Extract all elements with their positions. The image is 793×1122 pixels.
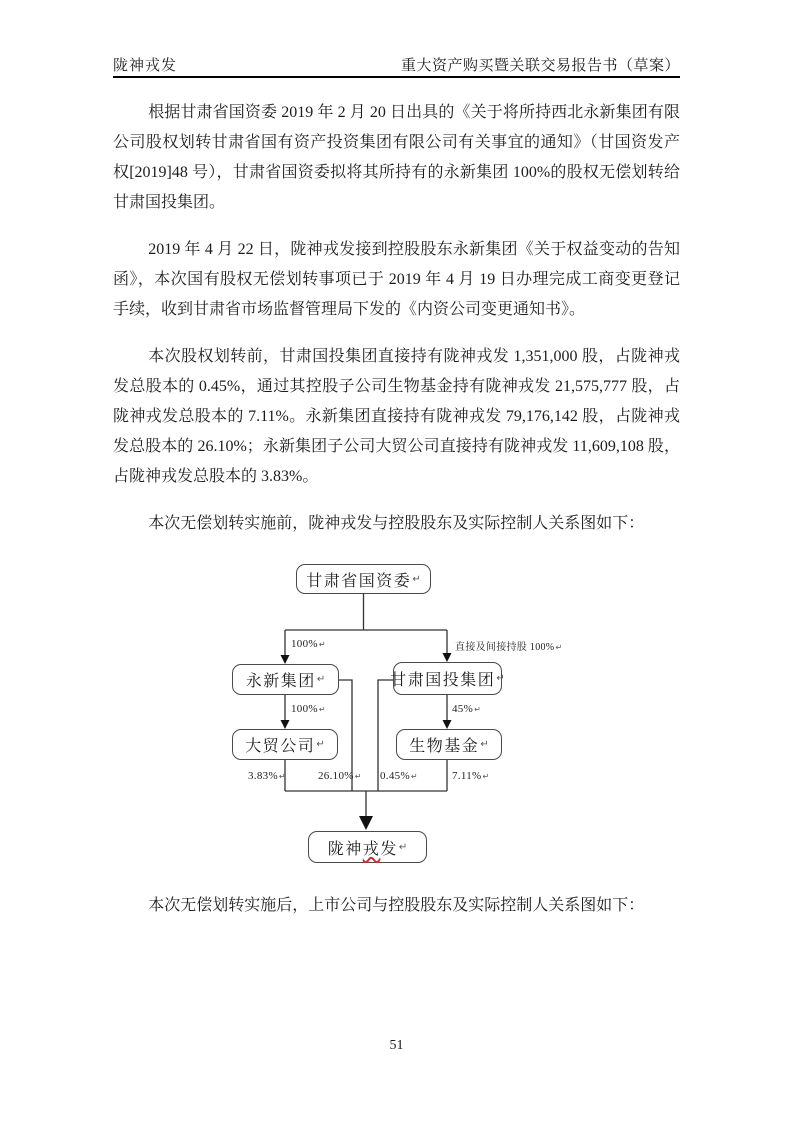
paragraph-5: 本次无偿划转实施后，上市公司与控股股东及实际控制人关系图如下： [148, 897, 645, 914]
return-mark-icon: ↵ [318, 705, 326, 714]
node-yongxin-label: 永新集团 [245, 673, 316, 690]
return-mark-icon: ↵ [496, 673, 505, 684]
node-biofund [396, 729, 502, 760]
edge-label-yongxin-damao: 100%↵ [291, 703, 326, 715]
return-mark-icon: ↵ [354, 772, 362, 781]
return-mark-icon: ↵ [412, 573, 421, 585]
header-company-name: 陇神戎发 [113, 58, 178, 74]
edge-label-biofund-stake: 7.11%↵ [452, 770, 490, 782]
header-document-title: 重大资产购买暨关联交易报告书（草案） [400, 58, 680, 74]
node-longshen-label-misspelled: 戎 [362, 840, 381, 858]
return-mark-icon: ↵ [398, 841, 408, 853]
return-mark-icon: ↵ [318, 640, 326, 649]
node-biofund-label: 生物基金 [409, 738, 480, 755]
node-damao-company [232, 729, 338, 760]
edge-label-sasac-yongxin: 100%↵ [291, 638, 326, 650]
node-longshen-rongfa [308, 831, 427, 863]
edge-label-guotou-stake: 0.45%↵ [380, 770, 418, 782]
return-mark-icon: ↵ [474, 705, 481, 714]
edge-label-damao-stake: 3.83%↵ [248, 770, 286, 782]
return-mark-icon: ↵ [555, 643, 563, 652]
edge-label-guotou-biofund: 45%↵ [452, 703, 481, 715]
paragraph-4: 本次无偿划转实施前，陇神戎发与控股股东及实际控制人关系图如下： [148, 515, 645, 532]
node-longshen-label-pre: 陇神 [327, 840, 363, 858]
node-longshen-label-post: 发 [380, 840, 398, 858]
node-gansu-sasac [296, 564, 431, 594]
node-yongxin-group [232, 664, 339, 695]
edge-label-sasac-guotou: 直接及间接持股 100%↵ [455, 642, 563, 653]
node-guotou-label: 甘肃国投集团 [390, 672, 496, 689]
edge-label-yongxin-stake: 26.10%↵ [318, 770, 362, 782]
node-damao-label: 大贸公司 [245, 738, 316, 755]
return-mark-icon: ↵ [316, 674, 326, 685]
return-mark-icon: ↵ [410, 772, 418, 781]
page-number: 51 [389, 1038, 404, 1053]
node-gansu-sasac-label: 甘肃省国资委 [306, 572, 412, 590]
paragraph-3: 本次股权划转前，甘肃国投集团直接持有陇神戎发 1,351,000 股，占陇神戎发总股本的 0.45%，通过其控股子公司生物基金持有陇神戎发 21,575,777 股，占陇神戎发总股本的 7.11%。永新集团直接持有陇神戎发 79,176,142 股，占陇神戎发总股本的 26.10%；永新集团子公司大贸公司直接持有陇神戎发 11,609,108 股，占陇神戎发总股本的 3.83%。 [113, 348, 680, 485]
node-gansu-guotou-group [390, 662, 505, 695]
return-mark-icon: ↵ [278, 772, 286, 781]
paragraph-1: 根据甘肃省国资委 2019 年 2 月 20 日出具的《关于将所持西北永新集团有限公司股权划转甘肃省国有资产投资集团有限公司有关事宜的通知》（甘国资发产权[2019]48 号），甘肃省国资委拟将其所持有的永新集团 100%的股权无偿划转给甘肃国投集团。 [113, 104, 680, 211]
return-mark-icon: ↵ [316, 739, 325, 750]
return-mark-icon: ↵ [482, 772, 490, 781]
paragraph-2: 2019 年 4 月 22 日，陇神戎发接到控股股东永新集团《关于权益变动的告知函》，本次国有股权无偿划转事项已于 2019 年 4 月 19 日办理完成工商变更登记手续，收到甘肃省市场监督管理局下发的《内资公司变更通知书》。 [113, 241, 680, 318]
return-mark-icon: ↵ [480, 739, 489, 750]
